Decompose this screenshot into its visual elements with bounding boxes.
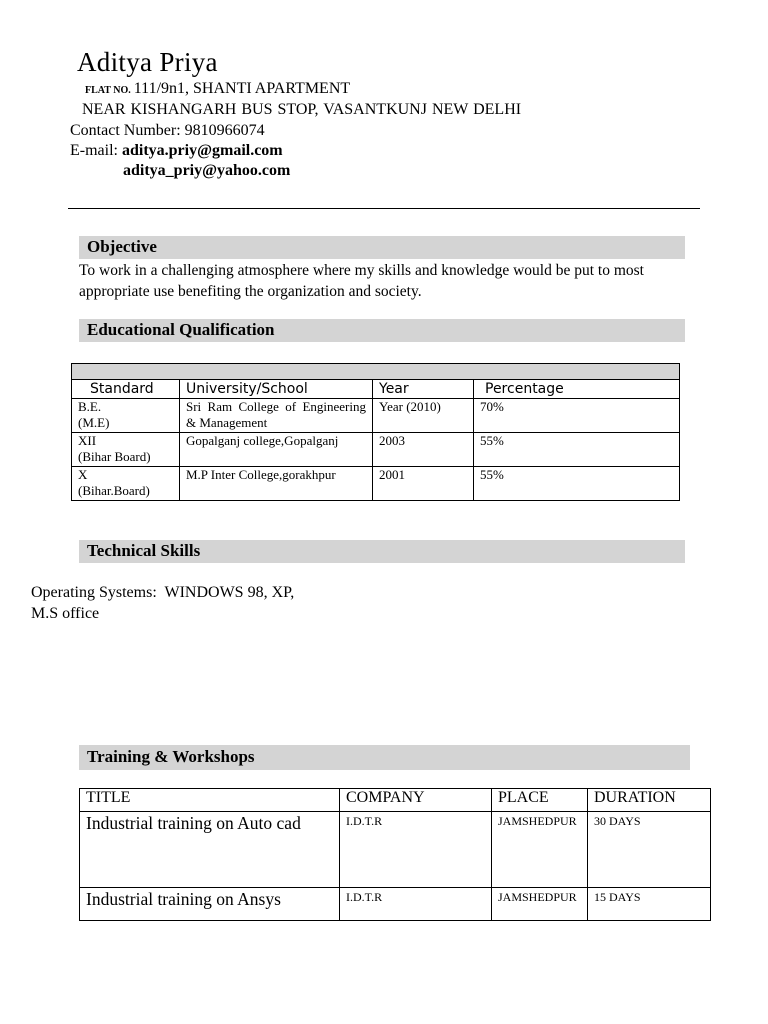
header-divider xyxy=(68,208,700,209)
contact-number xyxy=(70,122,265,140)
education-table xyxy=(71,363,680,501)
header-title: TITLE xyxy=(80,789,340,812)
cell-year: 2001 xyxy=(373,467,474,501)
cell-year: Year (2010) xyxy=(373,399,474,433)
skills-os-label: Operating Systems: xyxy=(31,584,157,601)
header-standard: Standard xyxy=(72,380,180,399)
cell-percentage: 70% xyxy=(474,399,680,433)
skills-heading-band xyxy=(79,540,685,563)
cell-standard xyxy=(72,467,180,501)
education-heading-band xyxy=(79,319,685,342)
header-percentage: Percentage xyxy=(474,380,680,399)
cell-duration: 15 DAYS xyxy=(588,888,711,921)
skills-office-line: M.S office xyxy=(31,605,100,622)
address-line-1-text: 111/9n1, SHANTI APARTMENT xyxy=(133,80,351,97)
standard-sub: (Bihar.Board) xyxy=(78,483,150,498)
cell-standard xyxy=(72,433,180,467)
education-table-header xyxy=(72,380,680,399)
cell-duration: 30 DAYS xyxy=(588,812,711,888)
training-table-header xyxy=(80,789,711,812)
contact-label: Contact Number: xyxy=(70,122,185,139)
cell-place: JAMSHEDPUR xyxy=(492,812,588,888)
email-line xyxy=(70,142,283,160)
skills-os-value: WINDOWS 98, XP, xyxy=(164,584,295,601)
cell-company: I.D.T.R xyxy=(340,812,492,888)
email-secondary[interactable]: aditya_priy@yahoo.com xyxy=(123,162,291,179)
candidate-name: Aditya Priya xyxy=(77,47,218,77)
cell-school: M.P Inter College,gorakhpur xyxy=(180,467,373,501)
email-primary[interactable]: aditya.priy@gmail.com xyxy=(121,142,283,159)
cell-percentage: 55% xyxy=(474,467,680,501)
standard-sub: (Bihar Board) xyxy=(78,449,151,464)
training-heading: Training & Workshops xyxy=(87,747,255,766)
standard-main: XII xyxy=(78,433,97,448)
education-table-title-row xyxy=(72,364,680,380)
flat-label: FLAT NO. xyxy=(85,85,131,96)
email-label: E-mail: xyxy=(70,142,122,159)
table-row xyxy=(72,433,680,467)
cell-percentage: 55% xyxy=(474,433,680,467)
objective-text: To work in a challenging atmosphere where my skills and knowledge would be put to most appropriate use benefiting the organization and society. xyxy=(79,262,644,300)
education-heading: Educational Qualification xyxy=(87,320,275,339)
cell-title: Industrial training on Auto cad xyxy=(80,812,340,888)
cell-school: Gopalganj college,Gopalganj xyxy=(180,433,373,467)
standard-main: X xyxy=(78,467,88,482)
address-line-1 xyxy=(85,80,350,98)
cell-school: Sri Ram College of Engineering & Management xyxy=(180,399,373,433)
header-company: COMPANY xyxy=(340,789,492,812)
standard-main: B.E. xyxy=(78,399,102,414)
objective-heading: Objective xyxy=(87,237,157,256)
header-duration: DURATION xyxy=(588,789,711,812)
education-table-title-cell xyxy=(72,364,680,380)
cell-place: JAMSHEDPUR xyxy=(492,888,588,921)
cell-year: 2003 xyxy=(373,433,474,467)
table-row xyxy=(72,467,680,501)
table-row xyxy=(72,399,680,433)
header-university: University/School xyxy=(180,380,373,399)
skills-heading: Technical Skills xyxy=(87,541,201,560)
contact-value: 9810966074 xyxy=(184,122,265,139)
cell-standard xyxy=(72,399,180,433)
standard-sub: (M.E) xyxy=(78,415,110,430)
skills-os-line xyxy=(31,584,294,602)
cell-title: Industrial training on Ansys xyxy=(80,888,340,921)
training-table xyxy=(79,788,711,921)
table-row xyxy=(80,888,711,921)
header-year: Year xyxy=(373,380,474,399)
table-row xyxy=(80,812,711,888)
objective-heading-band xyxy=(79,236,685,259)
email-secondary-line xyxy=(123,162,290,180)
cell-company: I.D.T.R xyxy=(340,888,492,921)
address-line-2: NEAR KISHANGARH BUS STOP, VASANTKUNJ NEW DELHI xyxy=(82,101,522,118)
header-place: PLACE xyxy=(492,789,588,812)
training-heading-band xyxy=(79,745,690,770)
